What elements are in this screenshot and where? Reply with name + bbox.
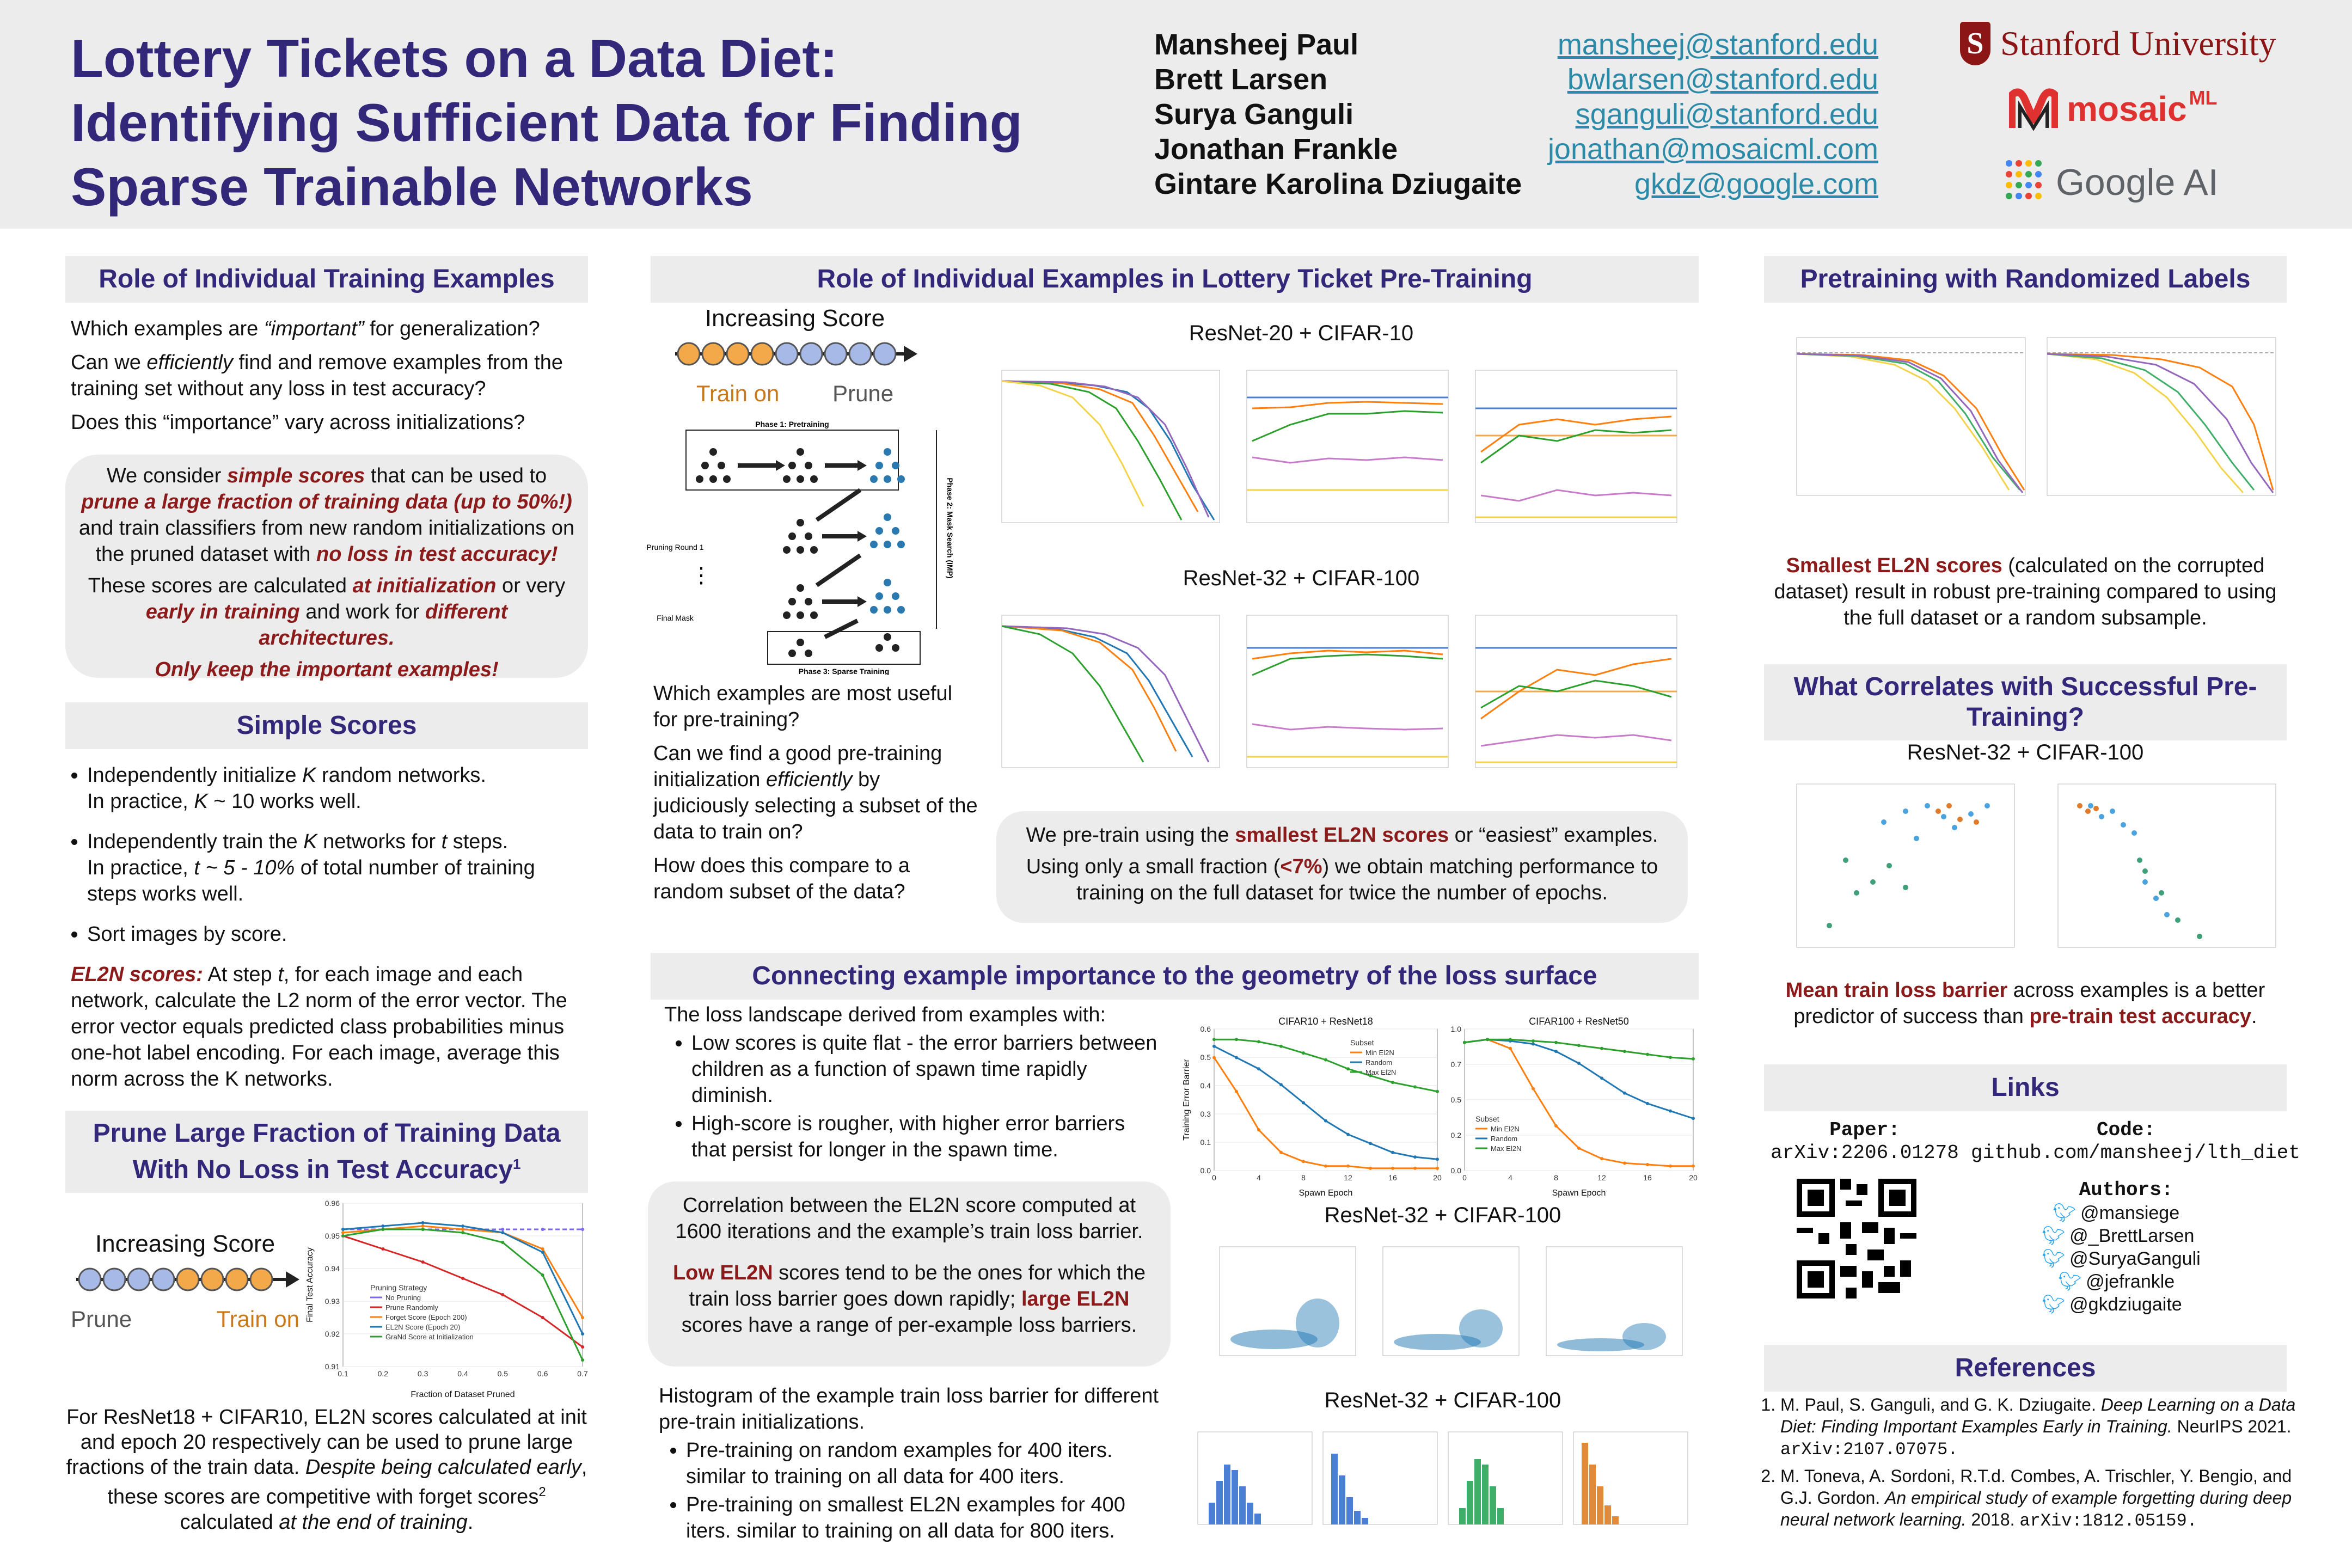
section-title: References (1764, 1345, 2287, 1392)
legend-entry: GraNd Score at Initialization (385, 1333, 474, 1341)
y-tick-label: 0.0 (1200, 1166, 1211, 1175)
randomized-labels-figure (1764, 321, 2287, 528)
legend-entry: EL2N Score (Epoch 20) (385, 1323, 461, 1331)
y-tick-label: 1.0 (1450, 1025, 1461, 1033)
email-list (1548, 27, 1878, 201)
data-point (1413, 1155, 1417, 1159)
data-point (421, 1228, 425, 1231)
twitter-bird-icon: 🐦︎ (2042, 1226, 2066, 1246)
data-point (381, 1228, 384, 1231)
legend-entry: Max El2N (1365, 1068, 1396, 1076)
bullet: • High-score is rougher, with higher error barriers that persist for longer in the spawn time. (691, 1111, 1165, 1163)
ellipsis: ⋮ (690, 564, 712, 587)
twitter-bird-icon: 🐦︎ (2042, 1294, 2066, 1315)
data-point (1577, 1062, 1581, 1065)
title-line: Identifying Sufficient Data for Finding (71, 93, 1022, 152)
data-point (1669, 1110, 1672, 1113)
data-point (1257, 1128, 1260, 1131)
loss-barrier-scatter-figure (1198, 1236, 1699, 1377)
y-tick-label: 0.96 (324, 1199, 340, 1208)
y-tick-label: 0.95 (324, 1232, 340, 1240)
legend-title: Subset (1475, 1114, 1499, 1123)
data-point (501, 1231, 504, 1234)
x-tick-label: 8 (1301, 1173, 1306, 1182)
stanford-shield-icon: S (1960, 22, 1990, 65)
data-point (541, 1251, 544, 1254)
phase3-label: Phase 3: Sparse Training (798, 667, 890, 675)
data-point (1324, 1058, 1327, 1062)
data-point (1554, 1124, 1558, 1128)
legend-entry: Max El2N (1491, 1144, 1522, 1153)
paper-label: Paper: (1829, 1119, 1900, 1141)
highlight-text: Correlation between the EL2N score computed at 1600 iterations and the example’s train loss barrier. Low EL2N scores tend to be the ones for which the train loss barrier goes down rapidly; large EL2N scores have a range of per-example loss barriers. (672, 1194, 1146, 1337)
data-point (1279, 1083, 1283, 1086)
author-name: Mansheej Paul (1154, 28, 1359, 61)
data-point (1413, 1167, 1417, 1170)
email-link[interactable]: bwlarsen@stanford.edu (1567, 63, 1878, 96)
resnet20-pretraining-figure (985, 359, 1693, 566)
data-point (421, 1224, 425, 1228)
twitter-handles (2025, 1202, 2281, 1316)
data-point (1600, 1076, 1603, 1080)
x-axis-label: Spawn Epoch (1298, 1189, 1353, 1198)
question: How does this compare to a random subset of the data? (653, 854, 910, 903)
train-on-label: Train on (216, 1306, 299, 1332)
data-point (1692, 1117, 1695, 1120)
google-ai-logo (2004, 158, 2219, 207)
data-point (1669, 1056, 1672, 1059)
data-point (381, 1247, 384, 1251)
y-tick-label: 0.94 (324, 1264, 340, 1273)
data-point (1324, 1119, 1327, 1123)
x-tick-label: 20 (1433, 1173, 1442, 1182)
data-point (1509, 1047, 1512, 1050)
section-body: For ResNet18 + CIFAR10, EL2N scores calculated at init and epoch 20 respectively can be used to prune large fractions of the train data. Despite being calculated early, these scores are competitive with forget scores$^2$ calculated at the end of training. (66, 1406, 587, 1534)
score-arrow-label: Increasing Score (705, 305, 885, 332)
panel-subset (1002, 615, 1220, 768)
data-point (581, 1345, 584, 1349)
x-tick-label: 12 (1344, 1173, 1352, 1182)
x-tick-label: 12 (1597, 1173, 1606, 1182)
y-axis-label: Training Error Barrier (1182, 1059, 1191, 1141)
score-arrow-icon (71, 1258, 299, 1301)
mosaic-wordmark: mosaic (2067, 89, 2187, 128)
data-point (461, 1277, 464, 1280)
figure-title: ResNet-20 + CIFAR-10 (1189, 321, 1414, 345)
data-point (1600, 1047, 1603, 1050)
data-point (1346, 1133, 1350, 1136)
figure-title: ResNet-32 + CIFAR-100 (1324, 1203, 1561, 1227)
legend-title: Pruning Strategy (370, 1283, 427, 1292)
x-tick-label: 0.5 (497, 1369, 509, 1378)
data-point (1577, 1044, 1581, 1047)
data-point (541, 1228, 544, 1231)
section-title: Links (1764, 1064, 2287, 1111)
y-tick-label: 0.7 (1450, 1060, 1461, 1069)
data-point (1212, 1056, 1216, 1059)
y-tick-label: 0.4 (1200, 1081, 1211, 1090)
y-axis-label: Final Test Accuracy (305, 1247, 315, 1322)
data-point (501, 1241, 504, 1244)
data-point (501, 1293, 504, 1296)
author-name: Brett Larsen (1154, 63, 1328, 96)
y-tick-label: 0.5 (1200, 1053, 1211, 1062)
question: Which examples are “important” for generalization? (71, 317, 540, 340)
twitter-handle[interactable]: 🐦︎ @jefrankle (2058, 1271, 2175, 1292)
question: Does this “importance” vary across initializations? (71, 411, 525, 434)
data-point (1257, 1040, 1260, 1043)
data-point (1212, 1038, 1216, 1041)
bullet: • Independently initialize K random networks. In practice, K ~ 10 works well. (87, 762, 588, 814)
section-body: Smallest EL2N scores (calculated on the corrupted dataset) result in robust pre-training compared to using the full dataset or a random subsample. (1774, 554, 2277, 629)
reference-item: 1. M. Paul, S. Ganguli, and G. K. Dziugaite. Deep Learning on a Data Diet: Finding Important Examples Early in Training. NeurIPS 2021. arXiv:2107.07075. (1780, 1394, 2298, 1461)
data-point (1692, 1057, 1695, 1061)
section-body: Mean train loss barrier across examples is a better predictor of success than pre-train test accuracy. (1785, 979, 2265, 1028)
panel-8-rounds (1247, 615, 1448, 768)
legend-title: Subset (1350, 1038, 1374, 1047)
section-body: Histogram of the example train loss barrier for different pre-train initializations. • Pre-training on random examples for 400 iters. similar to training on all data for 400 iters. • Pre-training on smallest EL2N examples for 400 iters. similar to training on all data for 800 iters. (659, 1383, 1171, 1558)
x-tick-label: 20 (1689, 1173, 1698, 1182)
data-point (1532, 1039, 1535, 1043)
stanford-wordmark: Stanford University (2000, 24, 2276, 63)
code-link[interactable]: github.com/mansheej/lth_diet (1971, 1142, 2300, 1164)
data-point (1509, 1038, 1512, 1041)
scatter-loss-barrier (2058, 784, 2276, 947)
x-tick-label: 0 (1462, 1173, 1467, 1182)
data-point (1346, 1165, 1350, 1168)
data-point (1554, 1050, 1558, 1053)
google-ai-dots-icon (2004, 158, 2047, 207)
author-name: Surya Ganguli (1154, 98, 1354, 131)
phase1-label: Phase 1: Pretraining (755, 420, 829, 428)
x-tick-label: 4 (1257, 1173, 1261, 1182)
data-point (581, 1228, 584, 1231)
y-tick-label: 0.2 (1450, 1131, 1461, 1140)
pruning-chart (305, 1192, 588, 1399)
x-axis-label: Fraction of Dataset Pruned (411, 1390, 515, 1399)
x-tick-label: 0.2 (377, 1369, 389, 1378)
prune-label: Prune (832, 381, 894, 406)
data-point (581, 1358, 584, 1362)
chart-title: CIFAR100 + ResNet50 (1529, 1016, 1629, 1027)
section-body (71, 316, 588, 443)
x-tick-label: 16 (1643, 1173, 1652, 1182)
y-tick-label: 0.92 (324, 1330, 340, 1338)
twitter-handle[interactable]: 🐦︎ @SuryaGanguli (2042, 1248, 2201, 1269)
data-point (1600, 1157, 1603, 1160)
score-arrow-icon (670, 332, 920, 376)
data-point (1235, 1056, 1238, 1059)
histogram-panel (1198, 1432, 1312, 1524)
email-link[interactable]: jonathan@mosaicml.com (1547, 133, 1878, 166)
data-point (1532, 1042, 1535, 1045)
figure-title: ResNet-32 + CIFAR-100 (1907, 740, 2144, 764)
data-point (1369, 1142, 1372, 1145)
chart-title: CIFAR10 + ResNet18 (1278, 1016, 1373, 1027)
bullet: • Sort images by score. (87, 921, 588, 947)
section-title: Pretraining with Randomized Labels (1764, 256, 2287, 303)
legend-entry: No Pruning (385, 1294, 421, 1302)
data-point (1235, 1038, 1238, 1041)
imp-diagram (642, 419, 969, 675)
data-point (341, 1231, 345, 1234)
code-label: Code: (2096, 1119, 2156, 1141)
x-tick-label: 4 (1508, 1173, 1512, 1182)
twitter-handle[interactable]: 🐦︎ @_BrettLarsen (2042, 1226, 2195, 1246)
histogram-panel (1573, 1432, 1688, 1524)
mosaic-logo (2009, 87, 2224, 131)
score-arrow-label: Increasing Score (95, 1230, 275, 1257)
data-point (1413, 1085, 1417, 1088)
data-point (461, 1228, 464, 1231)
data-point (1486, 1038, 1489, 1041)
data-point (1391, 1167, 1394, 1170)
legend-entry: Random (1365, 1058, 1393, 1067)
panel-subset (1002, 370, 1220, 523)
section-title: Simple Scores (65, 702, 588, 749)
x-axis-label: Spawn Epoch (1552, 1189, 1606, 1198)
error-barrier-chart-cifar10 (1181, 1013, 1443, 1198)
x-tick-label: 0 (1212, 1173, 1216, 1182)
email-link[interactable]: mansheej@stanford.edu (1557, 28, 1878, 61)
data-point (1391, 1151, 1394, 1154)
twitter-handle[interactable]: 🐦︎ @gkdziugaite (2042, 1294, 2182, 1315)
score-diagram (71, 1230, 299, 1332)
bullet: • Pre-training on random examples for 400 iters. similar to training on all data for 400 iters. (686, 1437, 1171, 1490)
x-tick-label: 0.7 (577, 1369, 588, 1378)
twitter-bird-icon: 🐦︎ (2042, 1248, 2066, 1269)
highlight-text: We consider simple scores that can be used to prune a large fraction of training data (up to 50%!) and train classifiers from new random initializations on the pruned dataset with no loss in test accuracy! These scores are calculated at initialization or very early in training and work for different architectures. Only keep the important examples! (78, 464, 575, 681)
mosaic-m-icon (2009, 87, 2058, 131)
prune-label: Prune (71, 1306, 132, 1332)
poster-title (71, 26, 1105, 219)
round-label: Pruning Round 1 (646, 543, 704, 552)
panel-50pct (2047, 338, 2276, 495)
y-tick-label: 0.0 (1450, 1166, 1461, 1175)
data-point (1324, 1165, 1327, 1168)
author-name: Gintare Karolina Dziugaite (1154, 168, 1522, 200)
data-point (1257, 1067, 1260, 1070)
data-point (1302, 1160, 1305, 1163)
y-tick-label: 0.3 (1200, 1110, 1211, 1118)
section-title: Role of Individual Training Examples (65, 256, 588, 303)
data-point (1577, 1147, 1581, 1150)
twitter-handle[interactable]: 🐦︎ @mansiege (2053, 1203, 2180, 1223)
section-title: Connecting example importance to the geometry of the loss surface (651, 953, 1699, 1000)
plot-area (1214, 1029, 1437, 1171)
stanford-logo (1960, 22, 2276, 65)
authors-label: Authors: (2079, 1179, 2173, 1201)
panel-12-rounds (1475, 370, 1677, 523)
author-list (1154, 27, 1522, 201)
scatter-panel (1220, 1247, 1356, 1356)
x-tick-label: 0.3 (417, 1369, 428, 1378)
histogram-panel (1323, 1432, 1437, 1524)
figure-title: ResNet-32 + CIFAR-100 (1324, 1388, 1561, 1412)
x-tick-label: 0.6 (537, 1369, 548, 1378)
question: Which examples are most useful for pre-training? (653, 682, 953, 731)
google-ai-wordmark: Google AI (2056, 162, 2219, 203)
section-title: Prune Large Fraction of Training Data With No Loss in Test Accuracy$^1$ (65, 1111, 588, 1193)
email-link[interactable]: sganguli@stanford.edu (1575, 98, 1878, 131)
data-point (341, 1234, 345, 1238)
x-tick-label: 0.4 (457, 1369, 468, 1378)
panel-10pct (1797, 338, 2025, 495)
reference-list (1759, 1394, 2298, 1532)
x-tick-label: 8 (1554, 1173, 1558, 1182)
histogram-panel (1448, 1432, 1563, 1524)
data-point (1279, 1151, 1283, 1154)
y-tick-label: 0.93 (324, 1297, 340, 1306)
legend-entry: Random (1491, 1135, 1518, 1143)
scatter-panel (1383, 1247, 1519, 1356)
section-title: What Correlates with Successful Pre-Training? (1764, 664, 2287, 740)
data-point (1302, 1101, 1305, 1104)
data-point (421, 1260, 425, 1264)
data-point (1302, 1051, 1305, 1055)
author-name: Jonathan Frankle (1154, 133, 1398, 166)
y-tick-label: 0.91 (324, 1362, 340, 1371)
title-line: Sparse Trainable Networks (71, 157, 753, 217)
y-tick-label: 0.5 (1450, 1095, 1461, 1104)
data-point (501, 1228, 504, 1231)
paper-link[interactable]: arXiv:2206.01278 (1771, 1142, 1959, 1164)
email-link[interactable]: gkdz@google.com (1634, 168, 1878, 200)
data-point (1669, 1165, 1672, 1168)
data-point (1391, 1081, 1394, 1084)
data-point (1279, 1045, 1283, 1048)
data-point (461, 1231, 464, 1234)
scatter-panel (1546, 1247, 1682, 1356)
data-point (461, 1224, 464, 1228)
data-point (1623, 1050, 1626, 1053)
loss-barrier-histogram-figure (1187, 1421, 1699, 1535)
final-mask-label: Final Mask (657, 614, 694, 622)
data-point (1646, 1102, 1649, 1105)
data-point (1554, 1041, 1558, 1044)
data-point (1369, 1167, 1372, 1170)
data-point (1692, 1165, 1695, 1168)
data-point (421, 1221, 425, 1224)
data-point (1623, 1092, 1626, 1095)
bullet: • Independently train the K networks for t steps. In practice, t ~ 5 - 10% of total number of training steps works well. (87, 829, 588, 907)
twitter-bird-icon: 🐦︎ (2053, 1203, 2077, 1223)
data-point (1235, 1090, 1238, 1093)
data-point (1346, 1067, 1350, 1070)
legend-entry: Min El2N (1365, 1049, 1394, 1057)
legend-entry: Forget Score (Epoch 200) (385, 1313, 467, 1321)
reference-item: 2. M. Toneva, A. Sordoni, R.T.d. Combes, A. Trischler, Y. Bengio, and G.J. Gordon. An empirical study of example forgetting during deep neural network learning. 2018. arXiv:1812.05159. (1780, 1465, 2298, 1532)
section-body: The loss landscape derived from examples with: • Low scores is quite flat - the error barriers between children as a function of spawn time rapidly diminish. • High-score is rougher, with higher error barriers that persist for longer in the spawn time. (664, 1002, 1165, 1177)
data-point (541, 1273, 544, 1277)
bullet: • Low scores is quite flat - the error barriers between children as a function of spawn time rapidly diminish. (691, 1030, 1165, 1108)
figure-title: ResNet-32 + CIFAR-100 (1183, 566, 1420, 590)
x-tick-label: 0.1 (338, 1369, 348, 1378)
data-point (1463, 1041, 1466, 1044)
data-point (541, 1247, 544, 1251)
legend-entry: Min El2N (1491, 1125, 1520, 1133)
data-point (1623, 1161, 1626, 1165)
y-tick-label: 0.6 (1200, 1025, 1211, 1033)
correlation-scatter-figure (1764, 773, 2287, 969)
section-body: • Independently initialize K random networks. In practice, K ~ 10 works well. • Independently train the K networks for t steps. In practice, t ~ 5 - 10% of total number of training steps works well. • Sort images by score. EL2N scores: At step t, for each image and each network, calculate the L2 norm of the error vector. The error vector equals predicted class probabilities minus one-hot label encoding. For each image, average this norm across the K networks. (54, 762, 588, 1100)
resnet32-pretraining-figure (985, 604, 1693, 811)
legend-entry: Prune Randomly (385, 1303, 438, 1312)
error-barrier-chart-cifar100 (1437, 1013, 1699, 1198)
score-diagram (670, 305, 920, 407)
highlight-text: We pre-train using the smallest EL2N scores or “easiest” examples. Using only a small fraction (<7%) we obtain matching performance to training on the full dataset for twice the number of epochs. (1026, 824, 1658, 904)
question: Can we efficiently find and remove examples from the training set without any loss in test accuracy? (71, 351, 563, 400)
train-on-label: Train on (696, 381, 780, 406)
data-point (381, 1224, 384, 1228)
title-line: Lottery Tickets on a Data Diet: (71, 28, 838, 88)
qr-code-icon[interactable] (1797, 1179, 1916, 1298)
data-point (1212, 1045, 1216, 1048)
data-point (581, 1332, 584, 1336)
question: Can we find a good pre-training initialization efficiently by judiciously selecting a subset of the data to train on? (653, 742, 978, 843)
data-point (541, 1316, 544, 1319)
phase2-label: Phase 2: Mask Search (IMP) (946, 477, 954, 579)
bullet: • Pre-training on smallest EL2N examples for 400 iters. similar to training on all data for 800 iters. (686, 1492, 1171, 1544)
panel-8-rounds (1247, 370, 1448, 523)
scatter-pretrain-accuracy (1797, 784, 2014, 947)
data-point (1646, 1053, 1649, 1056)
panel-12-rounds (1475, 615, 1677, 768)
y-tick-label: 0.1 (1200, 1138, 1211, 1147)
data-point (341, 1228, 345, 1231)
data-point (581, 1316, 584, 1319)
twitter-bird-icon: 🐦︎ (2058, 1271, 2082, 1292)
data-point (1532, 1087, 1535, 1091)
section-body (653, 681, 980, 912)
mosaic-ml-sup: ML (2189, 87, 2218, 109)
section-title: Role of Individual Examples in Lottery Ticket Pre-Training (651, 256, 1699, 303)
data-point (1646, 1163, 1649, 1166)
x-tick-label: 16 (1388, 1173, 1397, 1182)
